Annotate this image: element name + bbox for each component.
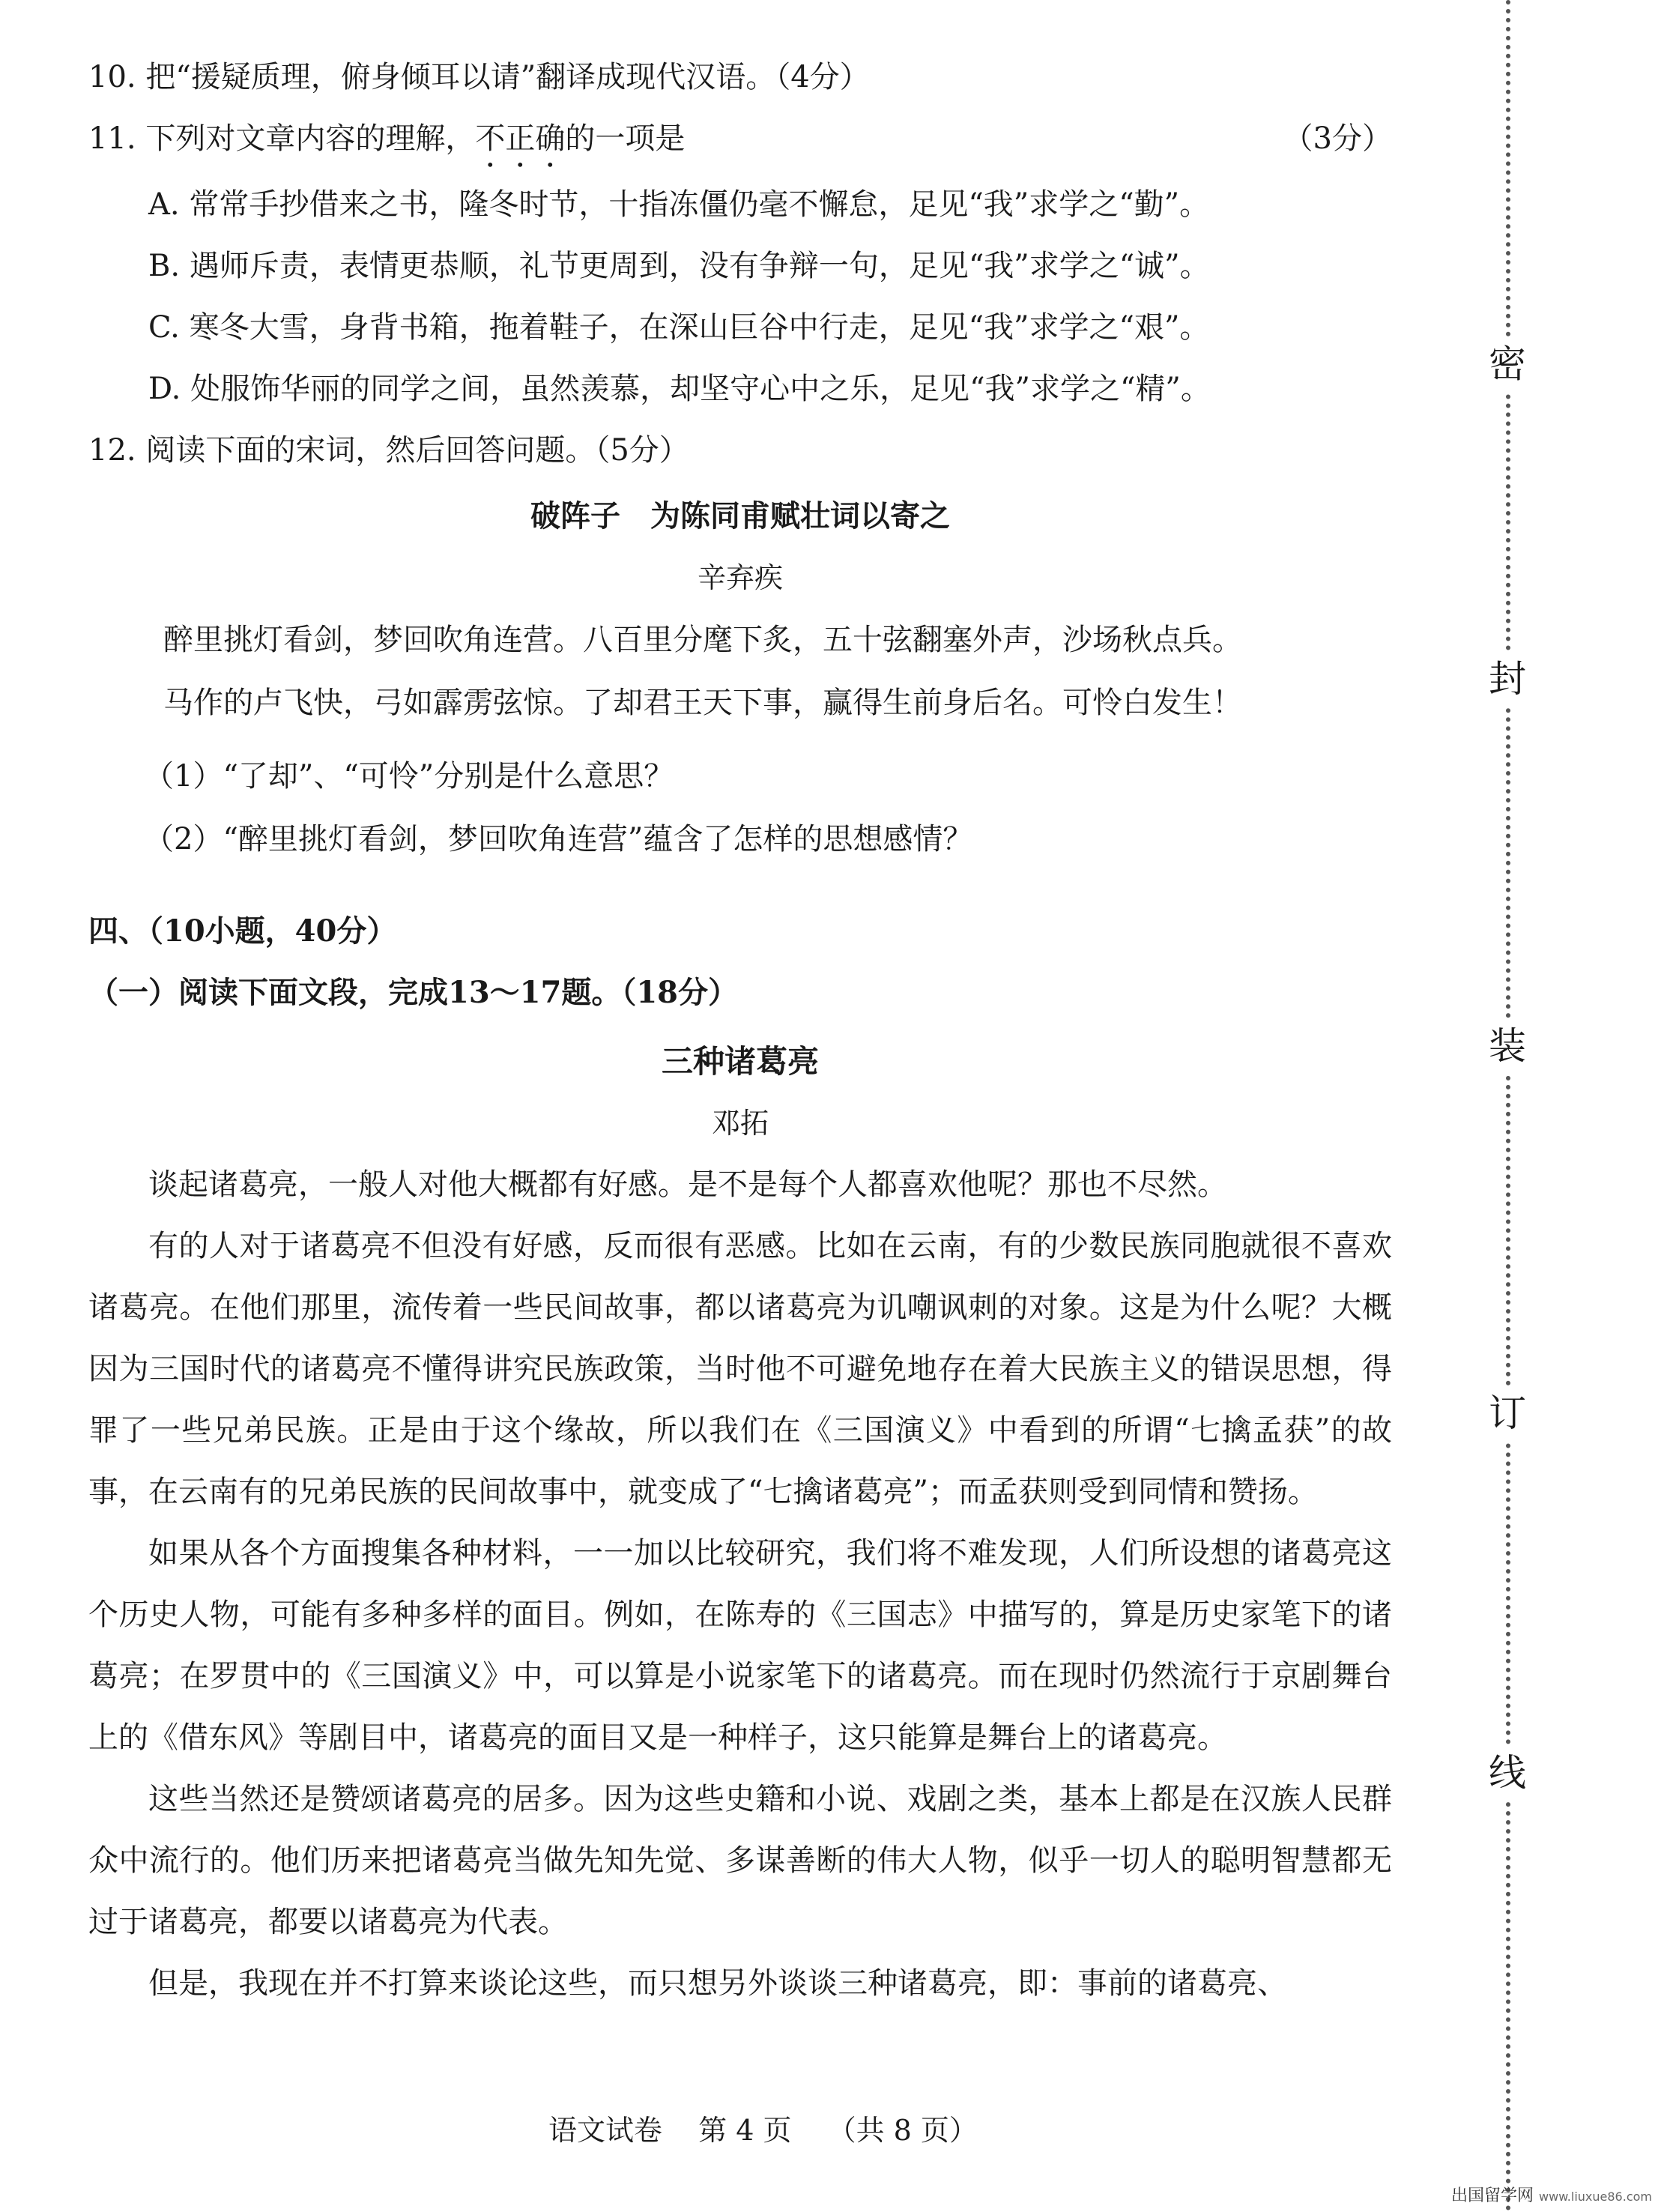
poem-title: 破阵子 为陈同甫赋壮词以寄之 bbox=[530, 498, 950, 534]
question-11-score: （3分） bbox=[1283, 121, 1392, 156]
question-11-stem bbox=[88, 108, 1392, 174]
article-paragraph-1: 谈起诸葛亮，一般人对他大概都有好感。是不是每个人都喜欢他呢？那也不尽然。 bbox=[148, 1167, 1227, 1202]
page-footer bbox=[0, 2107, 1594, 2148]
article-paragraph-4: 这些当然还是赞颂诸葛亮的居多。因为这些史籍和小说、戏剧之类，基本上都是在汉族人民群众中流行的。他们历来把诸葛亮当做先知先觉、多谋善断的伟大人物，似乎一切人的聪明智慧都无过于诸葛亮，都要以诸葛亮为代表。 bbox=[88, 1782, 1392, 1939]
binding-dotted-line bbox=[1506, 0, 1510, 2212]
binding-char-mi: 密 bbox=[1480, 337, 1534, 391]
sub-question-1: （1）“了却”、“可怜”分别是什么意思？ bbox=[144, 759, 674, 794]
footer-total: （共 8 页） bbox=[827, 2114, 978, 2147]
poem-line-1: 醉里挑灯看剑，梦回吹角连营。八百里分麾下炙，五十弦翻塞外声，沙场秋点兵。 bbox=[163, 623, 1242, 657]
watermark-url: www.liuxue86.com bbox=[1539, 2190, 1652, 2204]
option-d: D. 处服饰华丽的同学之间，虽然羡慕，却坚守心中之乐，足见“我”求学之“精”。 bbox=[148, 372, 1211, 406]
watermark-logo bbox=[1451, 2183, 1652, 2206]
question-12: 12. 阅读下面的宋词，然后回答问题。（5分） bbox=[88, 433, 689, 468]
article-title: 三种诸葛亮 bbox=[661, 1043, 819, 1080]
binding-char-zhuang: 装 bbox=[1480, 1019, 1534, 1073]
question-10: 10. 把“援疑质理，俯身倾耳以请”翻译成现代汉语。（4分） bbox=[88, 60, 870, 94]
footer-subject: 语文试卷 bbox=[548, 2114, 663, 2147]
option-a: A. 常常手抄借来之书，隆冬时节，十指冻僵仍毫不懈怠，足见“我”求学之“勤”。 bbox=[148, 187, 1210, 222]
binding-char-ding: 订 bbox=[1480, 1386, 1534, 1440]
article-paragraph-5: 但是，我现在并不打算来谈论这些，而只想另外谈谈三种诸葛亮，即：事前的诸葛亮、 bbox=[148, 1966, 1287, 2001]
watermark-name: 出国留学网 bbox=[1451, 2187, 1534, 2205]
poem-line-2: 马作的卢飞快，弓如霹雳弦惊。了却君王天下事，赢得生前身后名。可怜白发生！ bbox=[163, 686, 1242, 720]
question-11-prefix: 11. 下列对文章内容的理解， bbox=[88, 121, 476, 156]
poem-author: 辛弃疾 bbox=[697, 561, 783, 594]
binding-char-feng: 封 bbox=[1480, 652, 1534, 706]
binding-char-xian: 线 bbox=[1480, 1746, 1534, 1800]
article-paragraph-3: 如果从各个方面搜集各种材料，一一加以比较研究，我们将不难发现，人们所设想的诸葛亮这个历史人物，可能有多种多样的面目。例如，在陈寿的《三国志》中描写的，算是历史家笔下的诸葛亮；在罗贯中的《三国演义》中，可以算是小说家笔下的诸葛亮。而在现时仍然流行于京剧舞台上的《借东风》等剧目中，诸葛亮的面目又是一种样子，这只能算是舞台上的诸葛亮。 bbox=[88, 1536, 1392, 1755]
option-b: B. 遇师斥责，表情更恭顺，礼节更周到，没有争辩一句，足见“我”求学之“诚”。 bbox=[148, 249, 1210, 283]
question-11-text bbox=[88, 108, 685, 174]
page-content bbox=[88, 46, 1392, 2014]
sub-question-2: （2）“醉里挑灯看剑，梦回吹角连营”蕴含了怎样的思想感情？ bbox=[144, 822, 973, 856]
article-paragraph-2: 有的人对于诸葛亮不但没有好感，反而很有恶感。比如在云南，有的少数民族同胞就很不喜欢诸葛亮。在他们那里，流传着一些民间故事，都以诸葛亮为讥嘲讽刺的对象。这是为什么呢？大概因为三国时代的诸葛亮不懂得讲究民族政策，当时他不可避免地存在着大民族主义的错误思想，得罪了一些兄弟民族。正是由于这个缘故，所以我们在《三国演义》中看到的所谓“七擒孟获”的故事，在云南有的兄弟民族的民间故事中，就变成了“七擒诸葛亮”；而孟获则受到同情和赞扬。 bbox=[88, 1229, 1392, 1509]
option-c: C. 寒冬大雪，身背书箱，拖着鞋子，在深山巨谷中行走，足见“我”求学之“艰”。 bbox=[148, 310, 1210, 345]
question-11-emphasis: 不正确 bbox=[475, 121, 566, 156]
article-author: 邓拓 bbox=[711, 1107, 769, 1140]
section-4-heading: 四、（10小题，40分） bbox=[88, 913, 397, 949]
footer-page: 第 4 页 bbox=[698, 2114, 792, 2147]
question-11-suffix: 的一项是 bbox=[565, 121, 686, 156]
part-1-heading: （一）阅读下面文段，完成13～17题。（18分） bbox=[88, 975, 738, 1010]
